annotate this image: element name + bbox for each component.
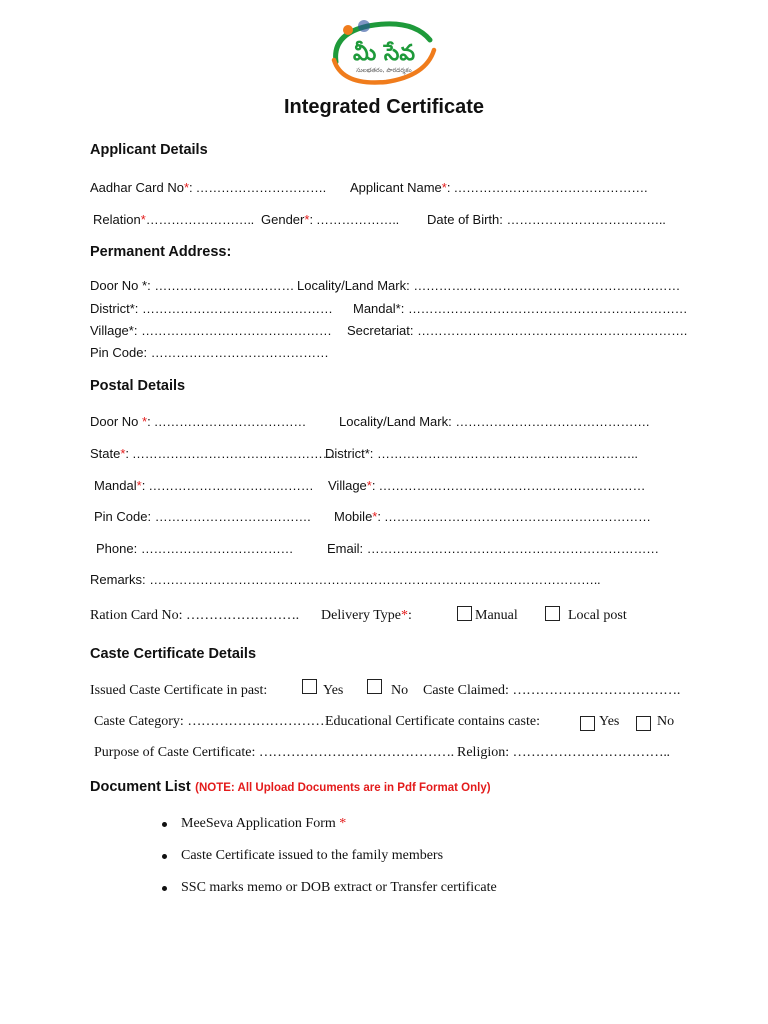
- document-list-header: [90, 778, 491, 796]
- postal-phone-label: Phone:: [96, 541, 138, 556]
- aadhar-field[interactable]: [90, 180, 326, 195]
- postal-mandal-dots: : …………………………………: [141, 478, 314, 493]
- perm-door-label: Door No *:: [90, 278, 151, 293]
- edu-yes-checkbox[interactable]: [580, 716, 595, 731]
- ration-card-dots: …………………….: [186, 608, 299, 623]
- bullet-icon: [162, 854, 167, 859]
- logo-text: మీ సేవ: [352, 41, 416, 66]
- meeseva-logo: [326, 16, 438, 86]
- required-asterisk: *: [120, 446, 126, 461]
- caste-claimed-field[interactable]: [423, 683, 680, 699]
- perm-door-dots: ……………………………: [154, 278, 295, 293]
- bullet-icon: [162, 822, 167, 827]
- postal-village-dots: : ………………………………………………………: [371, 478, 646, 493]
- required-asterisk: *: [372, 509, 378, 524]
- postal-email-dots: ……………………………………………………………: [366, 541, 659, 556]
- postal-state-label: State: [90, 446, 121, 461]
- edu-no-checkbox[interactable]: [636, 716, 651, 731]
- issued-yes-label: Yes: [323, 683, 344, 698]
- document-item: MeeSeva Application Form *: [181, 816, 347, 831]
- aadhar-label: Aadhar Card No: [90, 180, 184, 195]
- permanent-heading: Permanent Address:: [90, 244, 232, 260]
- dob-label: Date of Birth:: [427, 212, 503, 227]
- postal-pin-dots: ……………………………….: [154, 509, 311, 524]
- perm-door-field[interactable]: [90, 278, 294, 293]
- postal-email-label: Email:: [327, 541, 364, 556]
- applicant-heading: Applicant Details: [90, 142, 208, 158]
- local-post-checkbox[interactable]: [545, 606, 560, 621]
- postal-district-field[interactable]: [325, 446, 638, 461]
- postal-mobile-dots: : ………………………………………………………: [377, 509, 651, 524]
- postal-pin-field[interactable]: [94, 509, 310, 524]
- postal-state-field[interactable]: [90, 446, 335, 461]
- perm-village-label: Village*:: [90, 323, 138, 338]
- postal-phone-dots: ………………………………: [140, 541, 294, 556]
- perm-secretariat-field[interactable]: [347, 323, 687, 338]
- document-note: (NOTE: All Upload Documents are in Pdf Format Only): [195, 782, 491, 794]
- manual-label: Manual: [475, 608, 518, 623]
- perm-mandal-label: Mandal*:: [353, 301, 405, 316]
- caste-claimed-dots: ……………………………….: [512, 683, 681, 698]
- logo-tagline: సులభతరం, పారదర్శకం: [356, 67, 412, 74]
- caste-heading: Caste Certificate Details: [90, 646, 257, 662]
- postal-email-field[interactable]: [327, 541, 659, 556]
- postal-locality-dots: ……………………………………….: [455, 414, 650, 429]
- caste-category-label: Caste Category:: [94, 714, 184, 729]
- perm-secretariat-label: Secretariat:: [347, 323, 414, 338]
- required-asterisk: *: [441, 180, 447, 195]
- issued-no-label: No: [391, 683, 409, 698]
- document-item: Caste Certificate issued to the family members: [181, 848, 444, 863]
- purpose-field[interactable]: [94, 745, 454, 761]
- purpose-dots: …………………………………….: [258, 745, 454, 760]
- manual-checkbox[interactable]: [457, 606, 472, 621]
- dob-field[interactable]: [427, 212, 666, 227]
- dob-dots: ………………………………..: [506, 212, 666, 227]
- required-asterisk: *: [304, 212, 310, 227]
- postal-door-field[interactable]: [90, 414, 306, 429]
- ration-card-field[interactable]: [90, 608, 299, 624]
- edu-yes-label: Yes: [599, 714, 620, 729]
- required-asterisk: *: [136, 478, 142, 493]
- postal-phone-field[interactable]: [96, 541, 293, 556]
- postal-pin-label: Pin Code:: [94, 509, 152, 524]
- postal-door-dots: : ………………………………: [147, 414, 307, 429]
- required-asterisk: *: [366, 478, 372, 493]
- postal-mandal-field[interactable]: [94, 478, 313, 493]
- postal-remarks-label: Remarks:: [90, 572, 146, 587]
- postal-heading: Postal Details: [90, 378, 186, 394]
- religion-label: Religion:: [457, 745, 510, 760]
- perm-pin-label: Pin Code:: [90, 345, 148, 360]
- perm-village-dots: ………………………………………: [141, 323, 332, 338]
- aadhar-dots: : ………………………….: [189, 180, 326, 195]
- perm-district-field[interactable]: [90, 301, 333, 316]
- relation-field[interactable]: [93, 212, 254, 227]
- applicant-name-field[interactable]: [350, 180, 647, 195]
- postal-locality-label: Locality/Land Mark:: [339, 414, 452, 429]
- edu-cert-label: Educational Certificate contains caste:: [325, 714, 540, 729]
- gender-field[interactable]: [261, 212, 399, 227]
- purpose-label: Purpose of Caste Certificate:: [94, 745, 256, 760]
- perm-locality-field[interactable]: [297, 278, 680, 293]
- required-asterisk: *: [142, 414, 148, 429]
- perm-locality-dots: ………………………………………………………: [413, 278, 681, 293]
- postal-locality-field[interactable]: [339, 414, 649, 429]
- required-asterisk: *: [401, 608, 409, 623]
- relation-label: Relation: [93, 212, 141, 227]
- perm-secretariat-dots: ……………………………………………………….: [417, 323, 688, 338]
- perm-pin-field[interactable]: [90, 345, 329, 360]
- postal-remarks-dots: ……………………………………………………………………………………………..: [149, 572, 601, 587]
- postal-district-dots: ……………………………………………………..: [377, 446, 638, 461]
- perm-district-dots: ………………………………………: [142, 301, 333, 316]
- perm-mandal-field[interactable]: [353, 301, 687, 316]
- relation-dots: ……………………..: [145, 212, 254, 227]
- caste-claimed-label: Caste Claimed:: [423, 683, 509, 698]
- postal-district-label: District*:: [325, 446, 374, 461]
- applicant-name-label: Applicant Name: [350, 180, 442, 195]
- postal-mobile-label: Mobile: [334, 509, 373, 524]
- perm-mandal-dots: …………………………………………………………: [407, 301, 688, 316]
- postal-remarks-field[interactable]: [90, 572, 600, 587]
- document-item: SSC marks memo or DOB extract or Transfer certificate: [181, 880, 497, 895]
- perm-village-field[interactable]: [90, 323, 332, 338]
- required-asterisk: *: [140, 212, 146, 227]
- delivery-type-label: Delivery Type*:: [321, 608, 412, 623]
- postal-mandal-label: Mandal: [94, 478, 137, 493]
- edu-no-label: No: [657, 714, 675, 729]
- document-list-heading: Document List: [90, 779, 191, 795]
- gender-dots: : ………………..: [309, 212, 399, 227]
- required-asterisk: *: [183, 180, 190, 195]
- bullet-icon: [162, 886, 167, 891]
- postal-village-label: Village: [328, 478, 367, 493]
- perm-district-label: District*:: [90, 301, 139, 316]
- religion-field[interactable]: [457, 745, 670, 761]
- perm-pin-dots: ……………………………………: [150, 345, 329, 360]
- postal-village-field[interactable]: [328, 478, 645, 493]
- caste-category-field[interactable]: [94, 714, 324, 730]
- page-title: Integrated Certificate: [283, 96, 485, 118]
- postal-state-dots: : …………………………………………: [125, 446, 336, 461]
- local-post-label: Local post: [568, 608, 627, 623]
- required-asterisk: *: [339, 816, 347, 831]
- postal-door-label: Door No: [90, 414, 139, 429]
- ration-card-label: Ration Card No:: [90, 608, 183, 623]
- gender-label: Gender: [261, 212, 305, 227]
- applicant-name-dots: : ……………………………………….: [446, 180, 648, 195]
- perm-locality-label: Locality/Land Mark:: [297, 278, 410, 293]
- religion-dots: ……………………………..: [512, 745, 670, 760]
- caste-category-dots: …………………………: [187, 714, 325, 729]
- issued-caste-label: Issued Caste Certificate in past:: [90, 683, 268, 698]
- issued-yes-checkbox[interactable]: [302, 679, 317, 694]
- issued-no-checkbox[interactable]: [367, 679, 382, 694]
- postal-mobile-field[interactable]: [334, 509, 651, 524]
